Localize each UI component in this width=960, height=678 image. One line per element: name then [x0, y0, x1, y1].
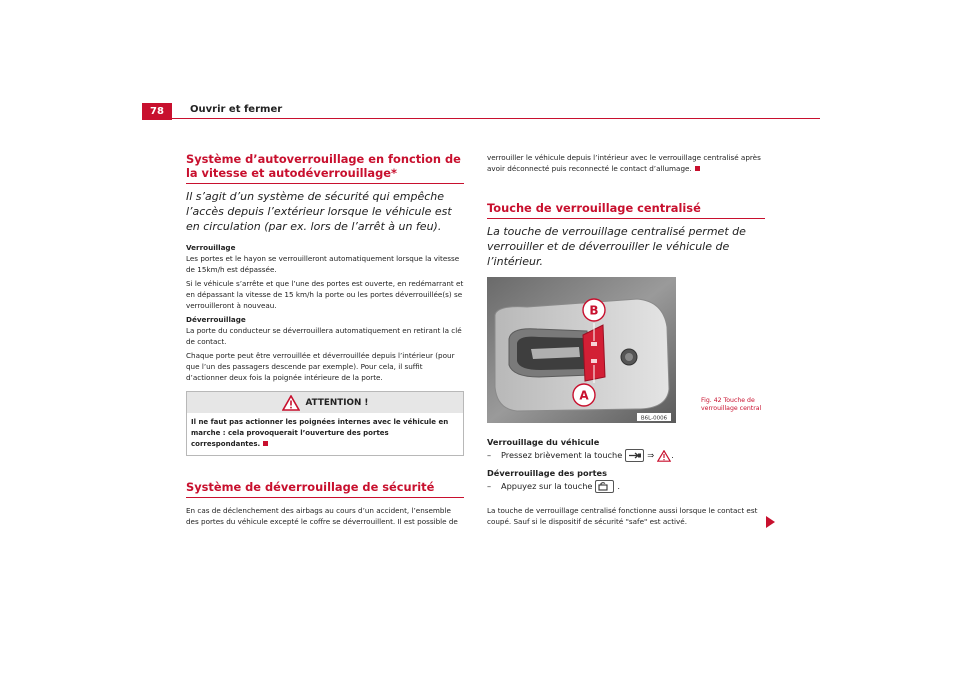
right-column — [487, 152, 765, 527]
note-text: La touche de verrouillage centralisé fonctionne aussi lorsque le contact est coupé. Sauf si le dispositif de sécurité "safe" est activé. — [487, 506, 758, 526]
lock-vehicle-heading: Verrouillage du véhicule — [487, 437, 600, 447]
left-column — [186, 152, 464, 530]
unlock-key-icon — [595, 480, 614, 493]
unlock-doors-heading: Déverrouillage des portes — [487, 468, 607, 478]
lock-vehicle-instruction: Pressez brièvement la touche — [501, 450, 623, 460]
section-lead-touche-verrouillage: La touche de verrouillage centralisé permet de verrouiller et de déverrouiller le véhicule de l’intérieur. — [487, 225, 746, 268]
section-lead-autoverrouillage: Il s’agit d’un système de sécurité qui empêche l’accès depuis l’extérieur lorsque le véhicule est en circulation (par ex. lors de l’arrêt à un feu). — [186, 190, 452, 233]
warning-text: Il ne faut pas actionner les poignées internes avec le véhicule en marche : cela provoquerait l’ouverture des portes correspondantes. — [191, 418, 449, 448]
verrouillage-heading: Verrouillage — [186, 243, 236, 252]
running-head: Ouvrir et fermer — [190, 104, 283, 115]
figure-code: B6L-0006 — [640, 415, 668, 422]
verrouillage-paragraph-1: Les portes et le hayon se verrouilleront automatiquement lorsque la vitesse de 15km/h est dépassée. — [186, 254, 460, 274]
warning-title: ATTENTION ! — [305, 397, 369, 408]
step-dash: – — [487, 450, 492, 460]
door-panel-figure — [487, 277, 762, 423]
warning-box — [186, 391, 464, 456]
next-page-arrow-icon — [766, 516, 775, 528]
section-title-touche-verrouillage: Touche de verrouillage centralisé — [487, 201, 765, 219]
deverrouillage-paragraph-2: Chaque porte peut être verrouillée et déverrouillée depuis l’intérieur (pour que l’un des passagers descende par exemple). Pour cela, il suffit d’actionner deux fois la poignée intérieure de la porte. — [186, 351, 455, 382]
warning-text-block — [187, 413, 463, 455]
figure-label-a: A — [579, 388, 589, 403]
step-end-period: . — [617, 481, 621, 491]
page-number: 78 — [142, 103, 172, 120]
reference-arrow: ⇒ — [647, 450, 655, 460]
warning-header — [187, 392, 463, 413]
deverrouillage-paragraph-1: La porte du conducteur se déverrouillera automatiquement en retirant la clé de contact. — [186, 326, 462, 346]
continuation-text-block — [487, 152, 765, 174]
end-square-icon — [695, 166, 700, 171]
unlock-doors-step — [487, 480, 765, 493]
end-square-icon — [263, 441, 268, 446]
unlock-doors-instruction: Appuyez sur la touche — [501, 481, 593, 491]
verrouillage-paragraph-2: Si le véhicule s’arrête et que l’une des portes est ouverte, en redémarrant et en dépassant la vitesse de 15 km/h la porte ou les portes déverrouillée(s) se verrouilleront à nouveau. — [186, 279, 464, 310]
section-title-deverrouillage-securite: Système de déverrouillage de sécurité — [186, 480, 464, 498]
figure-label-b: B — [589, 303, 599, 318]
lock-vehicle-step — [487, 449, 765, 462]
deverrouillage-securite-text: En cas de déclenchement des airbags au cours d’un accident, l’ensemble des portes du véhicule excepté le coffre se déverrouillent. Il est possible de — [186, 506, 458, 526]
lock-key-icon — [625, 449, 644, 462]
door-panel-illustration — [487, 277, 676, 423]
warning-triangle-icon — [282, 395, 300, 411]
continuation-text: verrouiller le véhicule depuis l’intérieur avec le verrouillage centralisé après avoir déconnecté puis reconnecté le contact d’allumage. — [487, 153, 761, 173]
figure-caption: Fig. 42 Touche de verrouillage central — [701, 397, 762, 412]
deverrouillage-heading: Déverrouillage — [186, 315, 246, 324]
header-rule — [172, 118, 820, 119]
section-title-autoverrouillage: Système d’autoverrouillage en fonction de la vitesse et autodéverrouillage* — [186, 152, 464, 184]
step-dash: – — [487, 481, 492, 491]
step-end-period: . — [671, 450, 674, 460]
warning-triangle-icon — [657, 450, 671, 462]
